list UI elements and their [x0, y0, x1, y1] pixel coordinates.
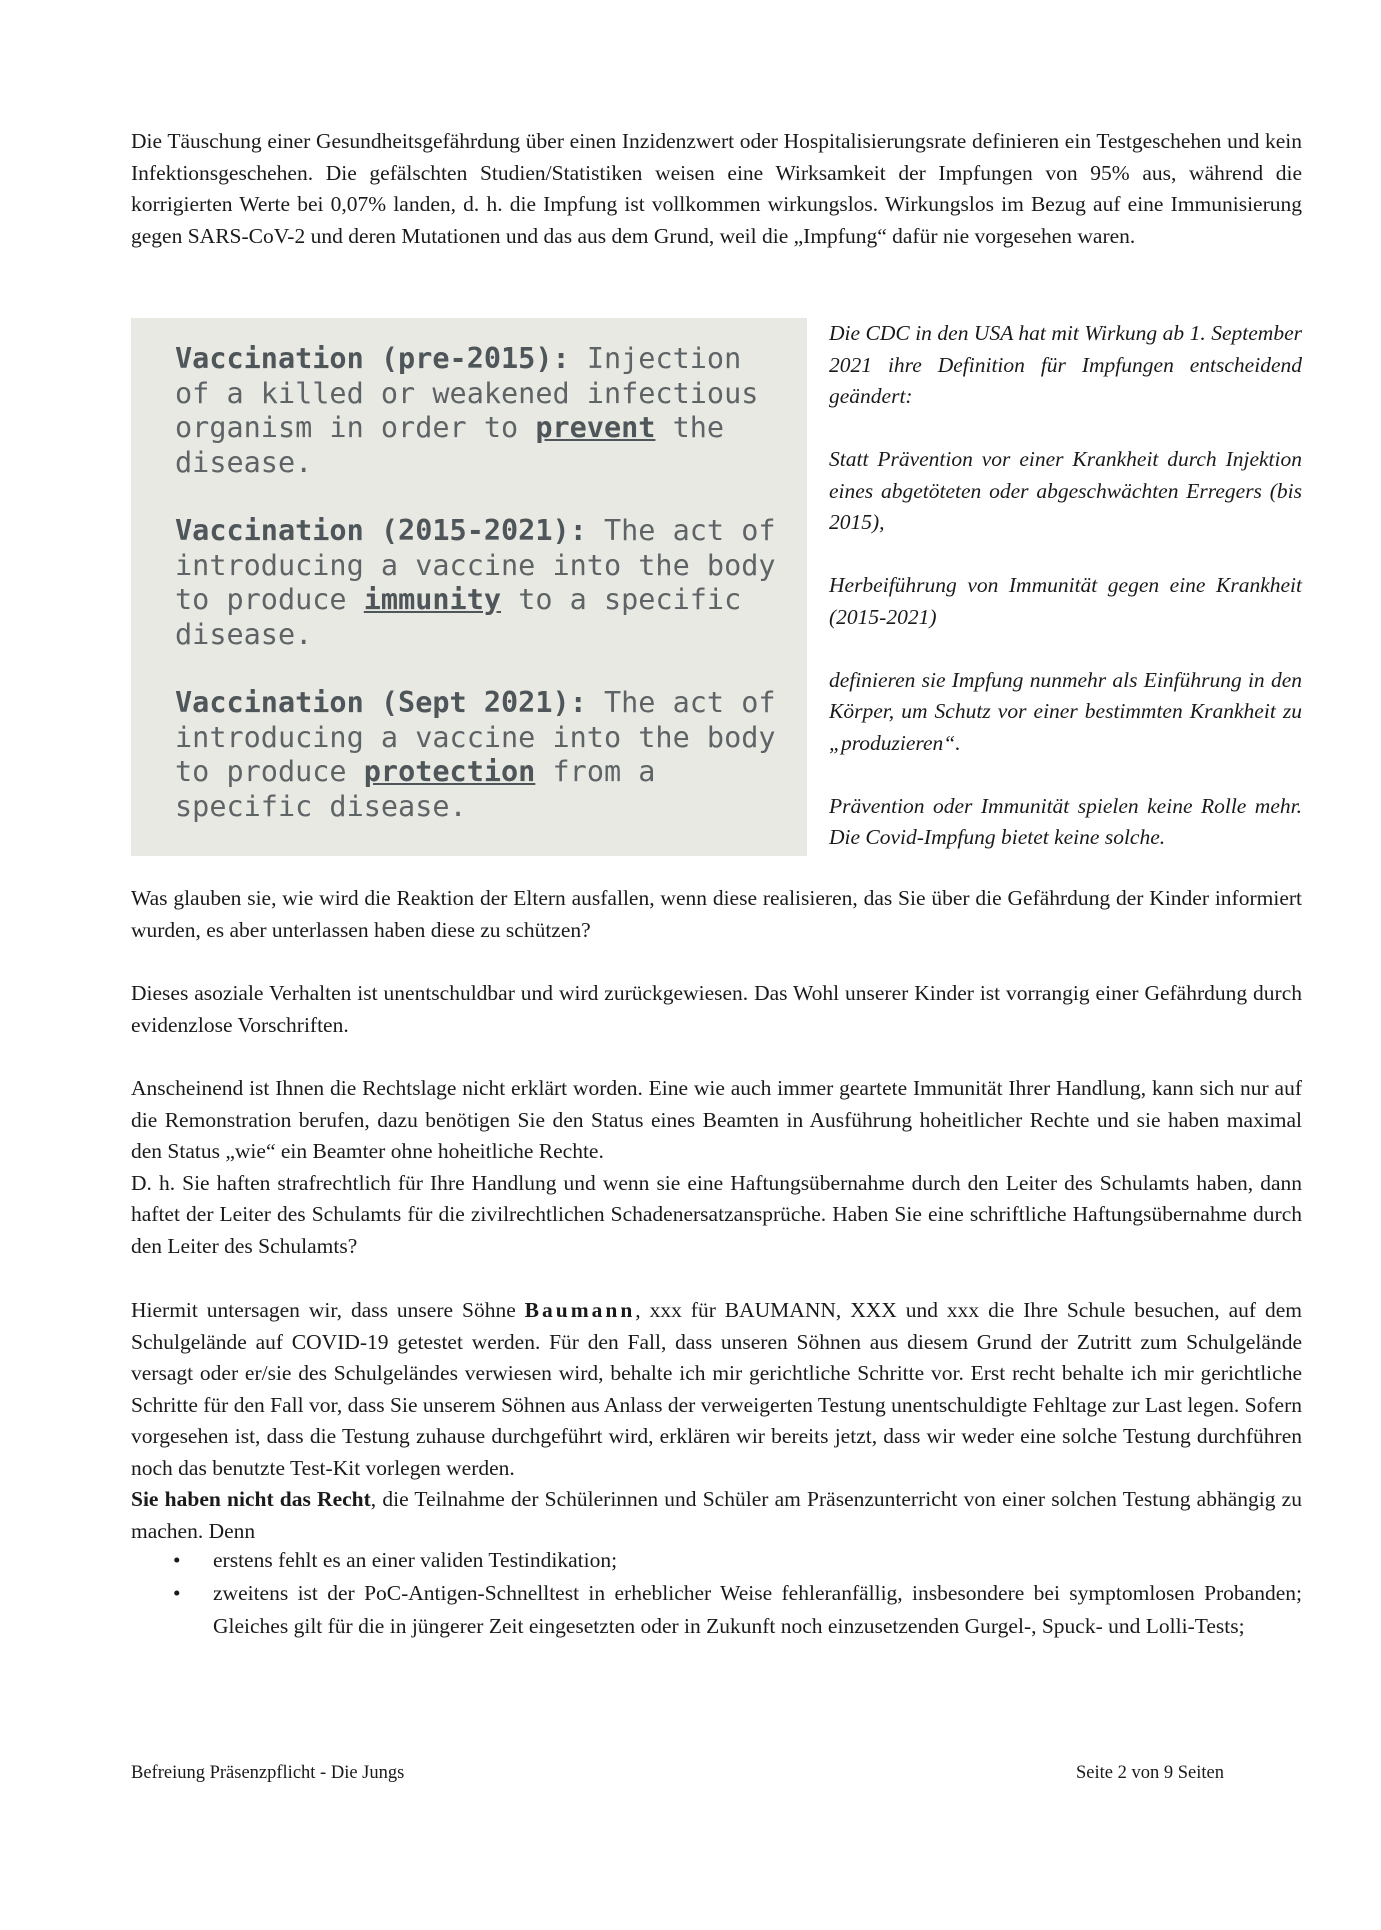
definition-text: to a specific disease.: [175, 583, 742, 651]
definition-label: Vaccination (pre-2015):: [175, 342, 570, 375]
definition-text: from a specific disease.: [175, 755, 656, 823]
definition-text: the disease.: [175, 411, 725, 479]
bullet-icon: •: [173, 1581, 181, 1605]
side-paragraph: definieren sie Impfung nunmehr als Einführung in den Körper, um Schutz vor einer bestimmten Krankheit zu „produzieren“.: [829, 667, 1302, 755]
side-paragraph: Die CDC in den USA hat mit Wirkung ab 1. September 2021 ihre Definition für Impfungen entscheidend geändert:: [829, 321, 1302, 408]
no-right-paragraph: Sie haben nicht das Recht, die Teilnahme der Schülerinnen und Schüler am Präsenzunterricht von einer solchen Testung abhängig zu machen. Denn: [131, 1487, 1302, 1543]
surname: Baumann: [524, 1298, 636, 1322]
page-number: Seite 2 von 9 Seiten: [1076, 1763, 1224, 1783]
asocial-behavior-paragraph: Dieses asoziale Verhalten ist unentschuldbar und wird zurückgewiesen. Das Wohl unserer Kinder ist vorrangig einer Gefährdung durch evidenzlose Vorschriften.: [131, 981, 1302, 1037]
definition-label: Vaccination (Sept 2021):: [175, 686, 587, 719]
vaccination-definitions-image: [131, 318, 807, 856]
bullet-icon: •: [173, 1548, 181, 1572]
side-paragraph: Statt Prävention vor einer Krankheit durch Injektion eines abgetöteten oder abgeschwächten Erregers (bis 2015),: [829, 447, 1302, 534]
parents-reaction-paragraph: Was glauben sie, wie wird die Reaktion der Eltern ausfallen, wenn diese realisieren, das Sie über die Gefährdung der Kinder informiert wurden, es aber unterlassen haben diese zu schützen?: [131, 886, 1302, 942]
footer-title: Befreiung Präsenzpflicht - Die Jungs: [131, 1763, 405, 1783]
list-item: • erstens fehlt es an einer validen Testindikation;: [131, 1544, 1302, 1577]
legal-paragraph-2: D. h. Sie haften strafrechtlich für Ihre Handlung und wenn sie eine Haftungsübernahme durch den Leiter des Schulamts haben, dann haftet der Leiter des Schulamts für die zivilrechtlichen Schadenersatzansprüche. Haben Sie eine schriftliche Haftungsübernahme durch den Leiter des Schulamts?: [131, 1170, 1302, 1258]
definition-keyword: immunity: [363, 583, 502, 616]
definition-keyword: protection: [363, 755, 536, 788]
prohibition-paragraph: Hiermit untersagen wir, dass unsere Söhne Baumann, xxx für BAUMANN, XXX und xxx die Ihre Schule besuchen, auf dem Schulgelände auf COVID-19 getestet werden. Für den Fall, dass unseren Söhnen aus diesem Grund der Zutritt zum Schulgelände versagt oder er/sie des Schulgeländes verwiesen wird, behalte ich mir gerichtliche Schritte vor. Erst recht behalte ich mir gerichtliche Schritte für den Fall vor, dass Sie unserem Söhnen aus Anlass der verweigerten Testung unentschuldigte Fehltage zur Last legen. Sofern vorgesehen ist, dass die Testung zuhause durchgeführt wird, erklären wir bereits jetzt, dass wir weder eine solche Testung durchführen noch das benutzte Test-Kit vorlegen werden.: [131, 1298, 1302, 1480]
prohibition-section: [131, 1295, 1302, 1547]
intro-paragraph: Die Täuschung einer Gesundheitsgefährdung über einen Inzidenzwert oder Hospitalisierungsrate definieren ein Testgeschehen und kein Infektionsgeschehen. Die gefälschten Studien/Statistiken weisen eine Wirksamkeit der Impfungen von 95% aus, während die korrigierten Werte bei 0,07% landen, d. h. die Impfung ist vollkommen wirkungslos. Wirkungslos im Bezug auf eine Immunisierung gegen SARS-CoV-2 und deren Mutationen und das aus dem Grund, weil die „Impfung“ dafür nie vorgesehen waren.: [131, 129, 1302, 248]
side-paragraph: Herbeiführung von Immunität gegen eine Krankheit (2015-2021): [829, 573, 1302, 629]
legal-situation-section: [131, 1073, 1302, 1262]
definition-text: Injection of a killed or weakened infectious organism in order to: [175, 342, 759, 444]
side-commentary: [829, 318, 1302, 885]
definition-keyword: prevent: [535, 411, 656, 444]
definition-2015-2021: [175, 514, 777, 652]
definition-label: Vaccination (2015-2021):: [175, 514, 587, 547]
definition-text: The act of introducing a vaccine into the body to produce: [175, 686, 776, 788]
definition-text: The act of introducing a vaccine into the body to produce: [175, 514, 776, 616]
definition-sept-2021: [175, 686, 777, 824]
definition-pre-2015: [175, 342, 777, 480]
legal-paragraph-1: Anscheinend ist Ihnen die Rechtslage nicht erklärt worden. Eine wie auch immer geartete Immunität Ihrer Handlung, kann sich nur auf die Remonstration berufen, dazu benötigen Sie den Status eines Beamten in Ausführung hoheitlicher Rechte und sie haben maximal den Status „wie“ ein Beamter ohne hoheitliche Rechte.: [131, 1076, 1302, 1163]
reasons-list: [131, 1544, 1302, 1643]
list-item: • zweitens ist der PoC-Antigen-Schnelltest in erheblicher Weise fehleranfällig, insbesondere bei symptomlosen Probanden; Gleiches gilt für die in jüngerer Zeit eingesetzten oder in Zukunft noch einzusetzenden Gurgel-, Spuck- und Lolli-Tests;: [131, 1577, 1302, 1643]
side-paragraph: Prävention oder Immunität spielen keine Rolle mehr. Die Covid-Impfung bietet keine solche.: [829, 793, 1302, 849]
no-right-emphasis: Sie haben nicht das Recht: [131, 1487, 371, 1511]
